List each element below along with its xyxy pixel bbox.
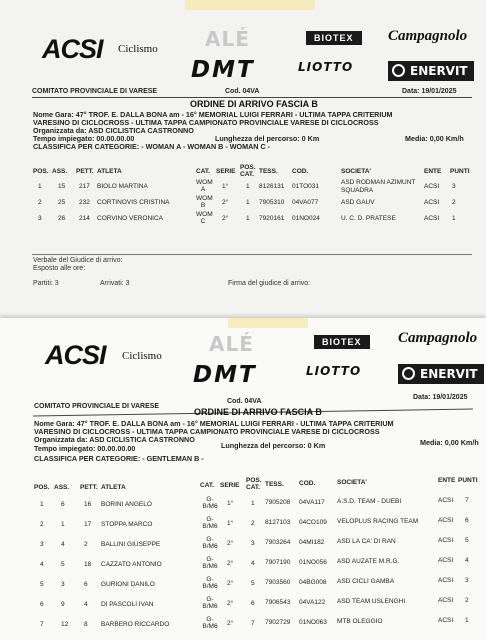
- col-ass: ASS.: [52, 168, 68, 175]
- race-name-line2: VARESINO DI CICLOCROSS - ULTIMA TAPPA CAMPIONATO PROVINCIALE VARESE DI CICLOCROSS: [34, 427, 380, 436]
- campagnolo-logo: Campagnolo: [388, 28, 468, 44]
- cell-cod: 04CO109: [299, 519, 327, 526]
- cell-serie: 2°: [227, 600, 234, 607]
- cell-tess: 8127103: [265, 519, 291, 526]
- cell-societa: ASD RODMAN AZIMUNT SQUADRA: [341, 179, 416, 194]
- race-name-line1: Nome Gara: 47° TROF. E. DALLA BONA am - 16° MEMORIAL LUIGI FERRARI - ULTIMA TAPPA CRITERIUM: [33, 110, 393, 119]
- average-speed: Media: 0,00 Km/h: [405, 134, 464, 143]
- cell-pos: 6: [40, 601, 44, 608]
- cell-pett: 232: [79, 199, 90, 206]
- col-ente: ENTE: [424, 168, 442, 175]
- col-tess: TESS.: [259, 168, 278, 175]
- cell-pett: 214: [79, 215, 90, 222]
- cell-atleta: CAZZATO ANTONIO: [101, 561, 162, 568]
- cell-pos-cat: 1: [251, 500, 255, 507]
- cell-atleta: BALLINI GIUSEPPE: [101, 541, 161, 548]
- cell-ass: 3: [61, 581, 65, 588]
- cell-serie: 2°: [227, 560, 234, 567]
- cell-atleta: DI PASCOLI IVAN: [101, 601, 154, 608]
- enervit-logo: [388, 61, 474, 81]
- cell-pett: 6: [84, 581, 88, 588]
- cell-ass: 9: [61, 601, 65, 608]
- cell-punti: 6: [465, 517, 469, 524]
- race-name-line2: VARESINO DI CICLOCROSS - ULTIMA TAPPA CAMPIONATO PROVINCIALE VARESE DI CICLOCROSS: [33, 118, 379, 127]
- cell-societa: MTB OLEGGIO: [337, 618, 383, 625]
- cell-tess: 7905208: [265, 499, 291, 506]
- cell-cat: G-B/M6: [202, 616, 218, 630]
- cell-cat: G-B/M6: [202, 516, 218, 530]
- cell-cat: G-B/M6: [202, 596, 218, 610]
- page-title: ORDINE DI ARRIVO FASCIA B: [190, 99, 318, 109]
- col-ass: ASS.: [54, 484, 70, 491]
- biotex-logo: BIOTEX: [314, 335, 370, 349]
- col-pos-cat: POS. CAT.: [246, 477, 262, 491]
- cell-serie: 2°: [227, 540, 234, 547]
- cell-pos-cat: 1: [246, 183, 250, 190]
- cell-pos: 3: [40, 541, 44, 548]
- results-sheet-gentleman: [0, 318, 486, 640]
- cell-pos: 7: [40, 621, 44, 628]
- cell-societa: ASD TEAM USLENGHI: [337, 598, 406, 605]
- cell-punti: 4: [465, 557, 469, 564]
- col-pett: PETT.: [76, 168, 94, 175]
- table-bottom-rule: [32, 254, 472, 255]
- cell-pos-cat: 4: [251, 560, 255, 567]
- cell-cat: G-B/M6: [202, 576, 218, 590]
- cell-cod: 04VA077: [292, 199, 319, 206]
- cell-pett: 16: [84, 501, 92, 508]
- enervit-logo: [398, 364, 484, 384]
- cell-ente: ACSI: [438, 597, 454, 604]
- dmt-logo: DMT: [191, 57, 255, 83]
- results-sheet-women: [0, 0, 486, 318]
- cell-punti: 2: [465, 597, 469, 604]
- col-pos-cat: POS. CAT.: [240, 164, 256, 178]
- cell-serie: 2°: [227, 580, 234, 587]
- time-taken: Tempo impiegato: 00.00.00.00: [34, 444, 136, 453]
- col-tess: TESS.: [265, 481, 284, 488]
- acsi-logo: ACSI: [45, 340, 106, 370]
- cell-punti: 3: [465, 577, 469, 584]
- cell-pos-cat: 5: [251, 580, 255, 587]
- cell-societa: U. C. D. PRATESE: [341, 215, 396, 222]
- cell-pett: 2: [84, 541, 88, 548]
- starters-count: Partiti: 3: [33, 280, 59, 287]
- cell-pos-cat: 6: [251, 600, 255, 607]
- cell-pos: 4: [40, 561, 44, 568]
- enervit-mark-icon: [392, 64, 405, 77]
- col-cat: CAT.: [200, 482, 214, 489]
- cell-pett: 4: [84, 601, 88, 608]
- cell-ente: ACSI: [438, 577, 454, 584]
- cell-punti: 2: [452, 199, 456, 206]
- ale-logo: ALÉ: [205, 27, 250, 51]
- cell-cat: WOM A: [196, 179, 213, 193]
- race-date: Data: 19/01/2025: [402, 88, 457, 95]
- biotex-logo: BIOTEX: [306, 31, 362, 45]
- cell-ente: ACSI: [438, 537, 454, 544]
- organizer: Organizzata da: ASD CICLISTICA CASTRONNO: [33, 126, 194, 135]
- posted-at-label: Esposto alle ore:: [33, 265, 86, 272]
- cell-serie: 2°: [227, 620, 234, 627]
- cell-societa: A.S.D. TEAM - DUEBI: [337, 498, 402, 505]
- cell-tess: 7905310: [259, 199, 285, 206]
- cell-cod: 01NO056: [299, 559, 327, 566]
- cell-tess: 7903560: [265, 579, 291, 586]
- cell-cod: 04BG008: [299, 579, 327, 586]
- cell-serie: 1°: [227, 520, 234, 527]
- ale-logo: ALÉ: [209, 332, 254, 356]
- header-rule: [32, 97, 472, 98]
- cell-ass: 5: [61, 561, 65, 568]
- cell-ass: 25: [58, 199, 66, 206]
- cell-cat: WOM C: [196, 211, 213, 225]
- cell-pos-cat: 1: [246, 215, 250, 222]
- cell-societa: ASD LA CA' DI RAN: [337, 538, 396, 545]
- cell-ass: 1: [61, 521, 65, 528]
- col-ente: ENTE: [438, 477, 456, 484]
- cell-serie: 1°: [227, 500, 234, 507]
- average-speed: Media: 0,00 Km/h: [420, 438, 479, 447]
- campagnolo-logo: Campagnolo: [398, 330, 478, 346]
- cell-tess: 8126131: [259, 183, 285, 190]
- col-cod: COD.: [299, 480, 316, 487]
- col-serie: SERIE: [220, 482, 240, 489]
- cell-cat: WOM B: [196, 195, 213, 209]
- cell-atleta: CORVINO VERONICA: [97, 215, 163, 222]
- cell-cod: 01TO031: [292, 183, 319, 190]
- cell-ente: ACSI: [424, 183, 440, 190]
- cell-tess: 7906543: [265, 599, 291, 606]
- cell-serie: 2°: [222, 215, 229, 222]
- cell-ass: 4: [61, 541, 65, 548]
- cell-tess: 7902729: [265, 619, 291, 626]
- cell-societa: VELOPLUS RACING TEAM: [337, 518, 419, 525]
- col-atleta: ATLETA: [97, 168, 122, 175]
- cell-ente: ACSI: [438, 557, 454, 564]
- cell-pos: 1: [38, 183, 42, 190]
- liotto-logo: LIOTTO: [298, 60, 354, 74]
- committee-code: Cod. 04VA: [225, 88, 260, 95]
- cell-societa: ASD AUZATE M.R.G.: [337, 558, 400, 565]
- acsi-logo-subtitle: Ciclismo: [122, 350, 162, 362]
- cell-ente: ACSI: [424, 199, 440, 206]
- committee-name: COMITATO PROVINCIALE DI VARESE: [34, 403, 160, 410]
- cell-cat: G-B/M6: [202, 536, 218, 550]
- col-societa: SOCIETA': [341, 168, 371, 175]
- enervit-logo-text: ENERVIT: [410, 64, 468, 78]
- cell-atleta: STOPPA MARCO: [101, 521, 153, 528]
- cell-punti: 1: [465, 617, 469, 624]
- cell-pos-cat: 2: [251, 520, 255, 527]
- cell-serie: 2°: [222, 199, 229, 206]
- cell-pos: 1: [40, 501, 44, 508]
- cell-pos-cat: 1: [246, 199, 250, 206]
- course-length: Lunghezza del percorso: 0 Km: [221, 441, 326, 450]
- cell-atleta: GURIONI DANILO: [101, 581, 155, 588]
- adhesive-tape: [228, 318, 308, 328]
- acsi-logo-subtitle: Ciclismo: [118, 43, 158, 55]
- cell-cod: 04VA117: [299, 499, 325, 506]
- committee-code: Cod. 04VA: [227, 398, 262, 405]
- col-cat: CAT.: [196, 168, 210, 175]
- cell-ass: 26: [58, 215, 66, 222]
- organizer: Organizzata da: ASD CICLISTICA CASTRONNO: [34, 435, 195, 444]
- cell-pett: 18: [84, 561, 92, 568]
- page-title: ORDINE DI ARRIVO FASCIA B: [194, 407, 322, 417]
- cell-pett: 8: [84, 621, 88, 628]
- race-name-line1: Nome Gara: 47° TROF. E. DALLA BONA am - 16° MEMORIAL LUIGI FERRARI - ULTIMA TAPPA CRITERIUM: [34, 419, 394, 428]
- cell-ass: 6: [61, 501, 65, 508]
- cell-tess: 7903264: [265, 539, 291, 546]
- col-punti: PUNTI: [458, 477, 478, 484]
- cell-atleta: BIOLO MARTINA: [97, 183, 148, 190]
- cell-punti: 1: [452, 215, 456, 222]
- time-taken: Tempo impiegato: 00.00.00.00: [33, 134, 135, 143]
- classification: CLASSIFICA PER CATEGORIE: - WOMAN A - WOMAN B - WOMAN C -: [33, 142, 271, 151]
- cell-ass: 15: [58, 183, 66, 190]
- col-atleta: ATLETA: [101, 484, 126, 491]
- cell-atleta: CORTINOVIS CRISTINA: [97, 199, 170, 206]
- dmt-logo: DMT: [193, 362, 257, 388]
- adhesive-tape: [185, 0, 315, 10]
- cell-tess: 7920161: [259, 215, 285, 222]
- cell-ente: ACSI: [438, 497, 454, 504]
- cell-cat: G-B/M6: [202, 496, 218, 510]
- cell-ass: 12: [61, 621, 69, 628]
- cell-societa: ASD CICLI GAMBA: [337, 578, 395, 585]
- cell-pos: 3: [38, 215, 42, 222]
- cell-cod: 04VA122: [299, 599, 326, 606]
- cell-ente: ACSI: [438, 517, 454, 524]
- cell-atleta: BARBERO RICCARDO: [101, 621, 170, 628]
- liotto-logo: LIOTTO: [306, 364, 362, 378]
- cell-tess: 7907190: [265, 559, 291, 566]
- race-date: Data: 19/01/2025: [413, 394, 468, 401]
- col-punti: PUNTI: [450, 168, 470, 175]
- judge-report-label: Verbale del Giudice di arrivo:: [33, 257, 123, 264]
- judge-signature-label: Firma del giudice di arrivo:: [228, 280, 311, 287]
- course-length: Lunghezza del percorso: 0 Km: [215, 134, 320, 143]
- cell-punti: 7: [465, 497, 469, 504]
- cell-pos: 2: [38, 199, 42, 206]
- cell-pos-cat: 3: [251, 540, 255, 547]
- col-societa: SOCIETA': [337, 479, 367, 486]
- cell-cat: G-B/M6: [202, 556, 218, 570]
- col-serie: SERIE: [216, 168, 236, 175]
- col-cod: COD.: [292, 168, 309, 175]
- cell-atleta: BORINI ANGELO: [101, 501, 152, 508]
- cell-ente: ACSI: [424, 215, 440, 222]
- col-pos: POS.: [33, 168, 49, 175]
- cell-punti: 3: [452, 183, 456, 190]
- cell-pos: 2: [40, 521, 44, 528]
- committee-name: COMITATO PROVINCIALE DI VARESE: [32, 88, 158, 95]
- cell-pos: 5: [40, 581, 44, 588]
- cell-cod: 01NO063: [299, 619, 327, 626]
- cell-societa: ASD GAUV: [341, 199, 375, 206]
- cell-cod: 04MI182: [299, 539, 325, 546]
- cell-punti: 5: [465, 537, 469, 544]
- cell-pett: 217: [79, 183, 90, 190]
- cell-pett: 17: [84, 521, 92, 528]
- enervit-mark-icon: [402, 367, 415, 380]
- cell-cod: 01NO024: [292, 215, 320, 222]
- cell-ente: ACSI: [438, 617, 454, 624]
- cell-serie: 1°: [222, 183, 229, 190]
- col-pos: POS.: [34, 484, 50, 491]
- enervit-logo-text: ENERVIT: [420, 367, 478, 381]
- acsi-logo: ACSI: [42, 34, 103, 64]
- col-pett: PETT.: [80, 484, 98, 491]
- classification: CLASSIFICA PER CATEGORIE: - GENTLEMAN B -: [34, 454, 204, 463]
- cell-pos-cat: 7: [251, 620, 255, 627]
- finishers-count: Arrivati: 3: [100, 280, 130, 287]
